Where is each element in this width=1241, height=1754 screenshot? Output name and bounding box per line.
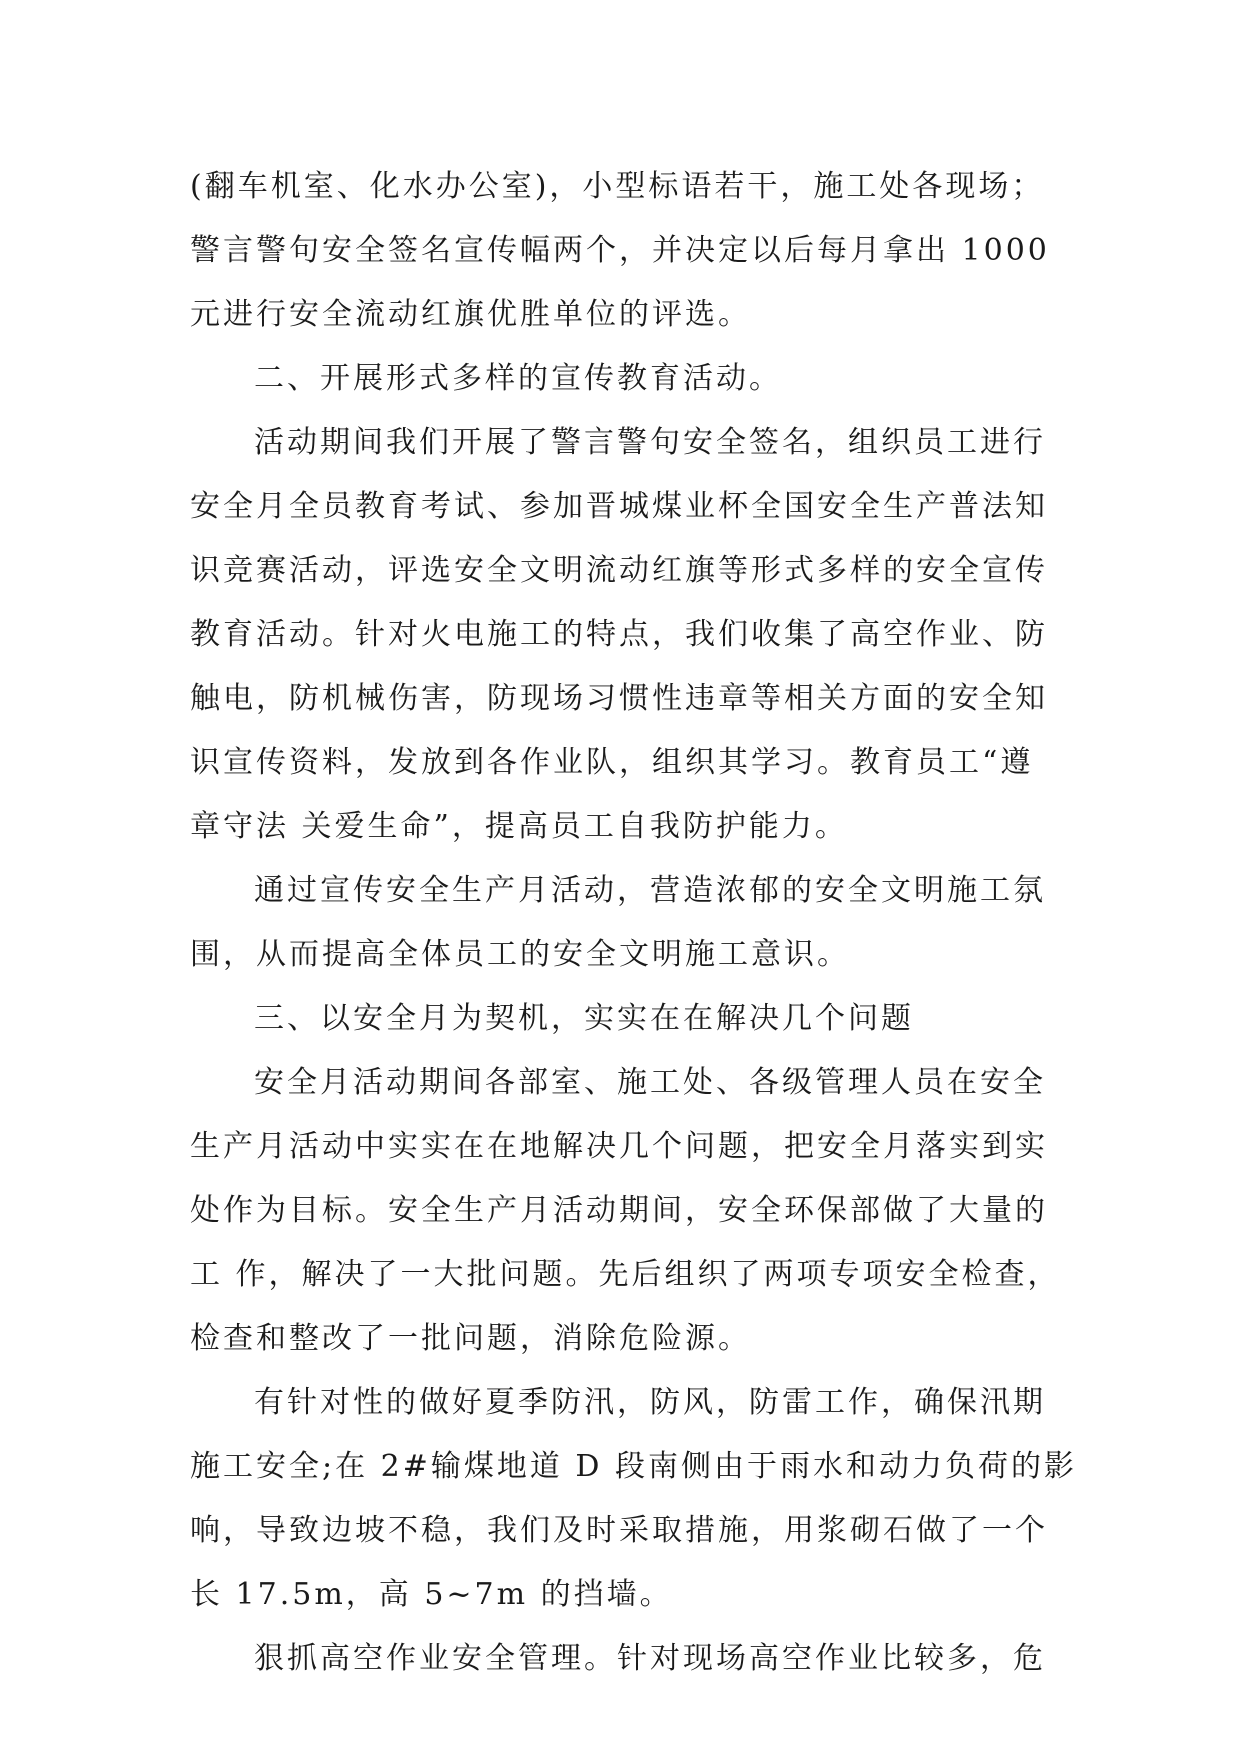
text-line: 通过宣传安全生产月活动，营造浓郁的安全文明施工氛	[254, 873, 1046, 908]
text-line: 安全月活动期间各部室、施工处、各级管理人员在安全	[254, 1065, 1046, 1100]
section-heading: 三、以安全月为契机，实实在在解决几个问题	[254, 1001, 914, 1036]
text-line: (翻车机室、化水办公室)，小型标语若干，施工处各现场；	[190, 169, 1045, 204]
text-line: 围，从而提高全体员工的安全文明施工意识。	[190, 937, 850, 972]
text-line: 检查和整改了一批问题，消除危险源。	[190, 1321, 751, 1356]
text-line: 活动期间我们开展了警言警句安全签名，组织员工进行	[254, 425, 1046, 460]
text-line: 警言警句安全签名宣传幅两个，并决定以后每月拿出 1000	[190, 233, 1050, 268]
text-line: 长 17.5m，高 5~7m 的挡墙。	[190, 1577, 673, 1612]
text-line: 处作为目标。安全生产月活动期间，安全环保部做了大量的	[190, 1193, 1048, 1228]
text-line: 生产月活动中实实在在地解决几个问题，把安全月落实到实	[190, 1129, 1048, 1164]
text-line: 元进行安全流动红旗优胜单位的评选。	[190, 297, 751, 332]
text-line: 章守法 关爱生命”，提高员工自我防护能力。	[190, 809, 848, 844]
text-line: 响，导致边坡不稳，我们及时采取措施，用浆砌石做了一个	[190, 1513, 1048, 1548]
section-heading: 二、开展形式多样的宣传教育活动。	[254, 361, 782, 396]
text-line: 工 作，解决了一大批问题。先后组织了两项专项安全检查，	[190, 1257, 1061, 1292]
text-line: 有针对性的做好夏季防汛，防风，防雷工作，确保汛期	[254, 1385, 1046, 1420]
text-line: 教育活动。针对火电施工的特点，我们收集了高空作业、防	[190, 617, 1048, 652]
text-line: 触电，防机械伤害，防现场习惯性违章等相关方面的安全知	[190, 681, 1048, 716]
text-line: 安全月全员教育考试、参加晋城煤业杯全国安全生产普法知	[190, 489, 1048, 524]
text-line: 识竞赛活动，评选安全文明流动红旗等形式多样的安全宣传	[190, 553, 1048, 588]
document-body	[190, 155, 1077, 1691]
text-line: 狠抓高空作业安全管理。针对现场高空作业比较多，危	[254, 1641, 1046, 1676]
text-line: 施工安全;在 2#输煤地道 D 段南侧由于雨水和动力负荷的影	[190, 1449, 1077, 1484]
text-line: 识宣传资料，发放到各作业队，组织其学习。教育员工“遵	[190, 745, 1034, 780]
